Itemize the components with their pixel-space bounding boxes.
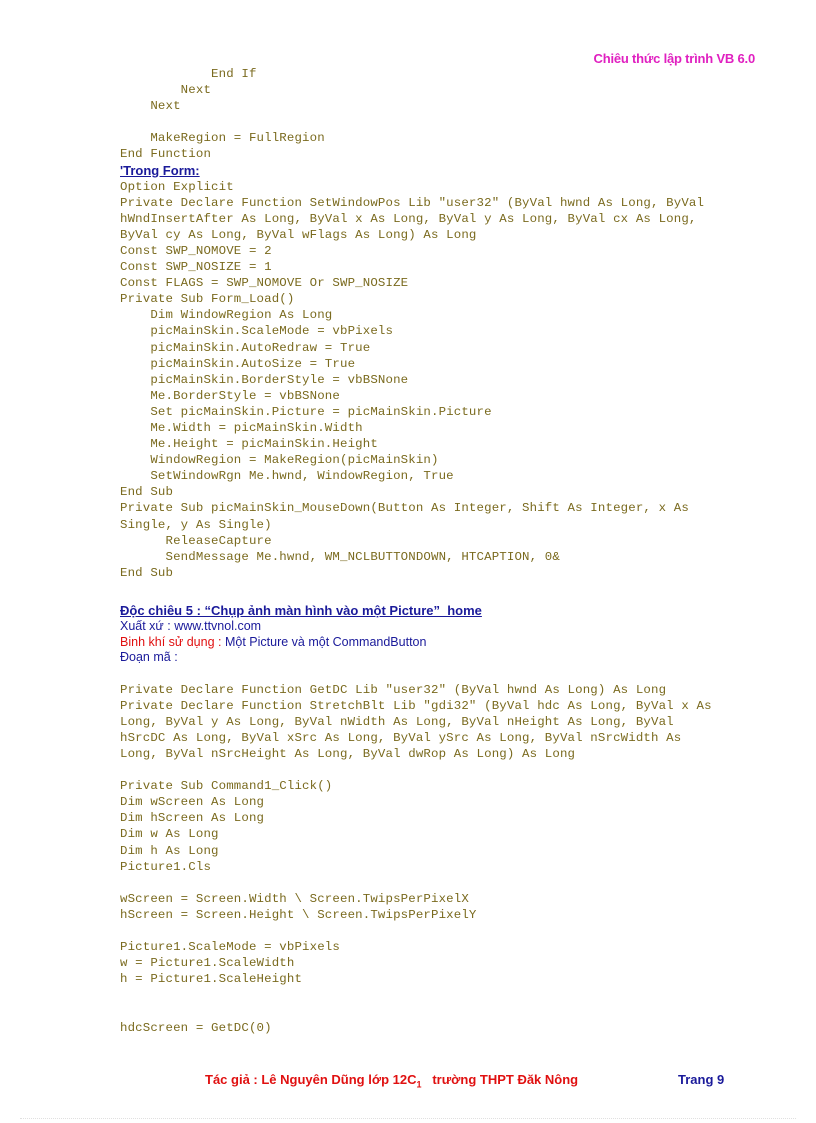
code-line: ReleaseCapture <box>120 533 272 548</box>
code-line: Dim wScreen As Long <box>120 795 265 810</box>
code-line: h = Picture1.ScaleHeight <box>120 972 303 987</box>
page-bottom-rule <box>20 1118 796 1119</box>
section-5-heading: Độc chiêu 5 : “Chụp ảnh màn hình vào một Picture”_home <box>120 603 482 618</box>
code-line: hWndInsertAfter As Long, ByVal x As Long, ByVal y As Long, ByVal cx As Long, <box>120 211 697 226</box>
code-line: End Sub <box>120 485 174 500</box>
code-label: Đoạn mã : <box>120 650 178 664</box>
code-line: Private Declare Function StretchBlt Lib "gdi32" (ByVal hdc As Long, ByVal x As <box>120 698 712 713</box>
page-header-title: Chiêu thức lập trình VB 6.0 <box>593 51 755 66</box>
code-line: Set picMainSkin.Picture = picMainSkin.Picture <box>120 404 492 419</box>
code-line: hdcScreen = GetDC(0) <box>120 1020 272 1035</box>
weapon-value: Một Picture và một CommandButton <box>224 634 427 649</box>
code-line: Dim hScreen As Long <box>120 811 265 826</box>
code-line: Private Declare Function SetWindowPos Lib "user32" (ByVal hwnd As Long, ByVal <box>120 195 705 210</box>
author-suffix: trường THPT Đăk Nông <box>421 1072 579 1087</box>
code-line: Long, ByVal y As Long, ByVal nWidth As Long, ByVal nHeight As Long, ByVal <box>120 714 674 729</box>
code-line: Next <box>120 99 181 114</box>
weapon-label: Binh khí sử dụng : <box>120 634 225 649</box>
source-label: Xuất xứ : <box>120 619 175 633</box>
code-line: picMainSkin.AutoRedraw = True <box>120 340 371 355</box>
code-line: Me.Height = picMainSkin.Height <box>120 437 378 452</box>
code-line: Const SWP_NOMOVE = 2 <box>120 243 272 258</box>
code-line: Dim w As Long <box>120 827 219 842</box>
code-line: picMainSkin.BorderStyle = vbBSNone <box>120 372 409 387</box>
code-line: SendMessage Me.hwnd, WM_NCLBUTTONDOWN, HTCAPTION, 0& <box>120 549 560 564</box>
code-line: picMainSkin.ScaleMode = vbPixels <box>120 324 394 339</box>
section-5-weapon <box>120 635 760 651</box>
code-line: SetWindowRgn Me.hwnd, WindowRegion, True <box>120 469 454 484</box>
code-line <box>120 875 760 891</box>
form-section-label: 'Trong Form: <box>120 162 200 178</box>
code-line: hSrcDC As Long, ByVal xSrc As Long, ByVal ySrc As Long, ByVal nSrcWidth As <box>120 730 682 745</box>
code-line <box>120 762 760 778</box>
section-5-source <box>120 619 760 635</box>
spacer <box>120 581 760 597</box>
code-block-section-5 <box>120 666 760 1036</box>
page-number: Trang 9 <box>678 1072 725 1087</box>
code-line: hScreen = Screen.Height \ Screen.TwipsPerPixelY <box>120 907 477 922</box>
code-line: End Function <box>120 147 212 162</box>
code-line: Private Sub Command1_Click() <box>120 779 333 794</box>
code-block-form <box>120 179 760 581</box>
code-line: Private Sub picMainSkin_MouseDown(Button As Integer, Shift As Integer, x As <box>120 501 689 516</box>
section-5-code-label <box>120 650 760 666</box>
document-body <box>120 66 760 1036</box>
code-line <box>120 114 760 130</box>
code-line <box>120 666 760 682</box>
code-line: Dim h As Long <box>120 843 219 858</box>
code-line: wScreen = Screen.Width \ Screen.TwipsPerPixelX <box>120 891 469 906</box>
code-line: Dim WindowRegion As Long <box>120 308 333 323</box>
code-line <box>120 987 760 1003</box>
code-line <box>120 923 760 939</box>
code-line: w = Picture1.ScaleWidth <box>120 956 295 971</box>
code-line: Single, y As Single) <box>120 517 272 532</box>
code-line: Me.BorderStyle = vbBSNone <box>120 388 340 403</box>
code-line: picMainSkin.AutoSize = True <box>120 356 356 371</box>
code-line: Option Explicit <box>120 179 234 194</box>
code-line: Const SWP_NOSIZE = 1 <box>120 260 272 275</box>
code-line <box>120 1003 760 1019</box>
code-line: End Sub <box>120 565 174 580</box>
code-line: Picture1.ScaleMode = vbPixels <box>120 940 340 955</box>
code-line: Private Sub Form_Load() <box>120 292 295 307</box>
code-line: Next <box>120 83 212 98</box>
code-line: Long, ByVal nSrcHeight As Long, ByVal dwRop As Long) As Long <box>120 746 576 761</box>
code-line: MakeRegion = FullRegion <box>120 131 325 146</box>
author-subscript: 1 <box>416 1079 422 1090</box>
code-line: ByVal cy As Long, ByVal wFlags As Long) As Long <box>120 227 477 242</box>
code-block-top <box>120 66 760 163</box>
footer-author <box>205 1072 578 1090</box>
code-line: End If <box>120 67 257 81</box>
code-line: Private Declare Function GetDC Lib "user32" (ByVal hwnd As Long) As Long <box>120 682 667 697</box>
source-value: www.ttvnol.com <box>174 619 262 633</box>
code-line: Picture1.Cls <box>120 859 212 874</box>
code-line: Me.Width = picMainSkin.Width <box>120 420 363 435</box>
code-line: WindowRegion = MakeRegion(picMainSkin) <box>120 453 439 468</box>
code-line: Const FLAGS = SWP_NOMOVE Or SWP_NOSIZE <box>120 276 409 291</box>
author-prefix: Tác giả : Lê Nguyên Dũng lớp 12C <box>205 1072 417 1087</box>
